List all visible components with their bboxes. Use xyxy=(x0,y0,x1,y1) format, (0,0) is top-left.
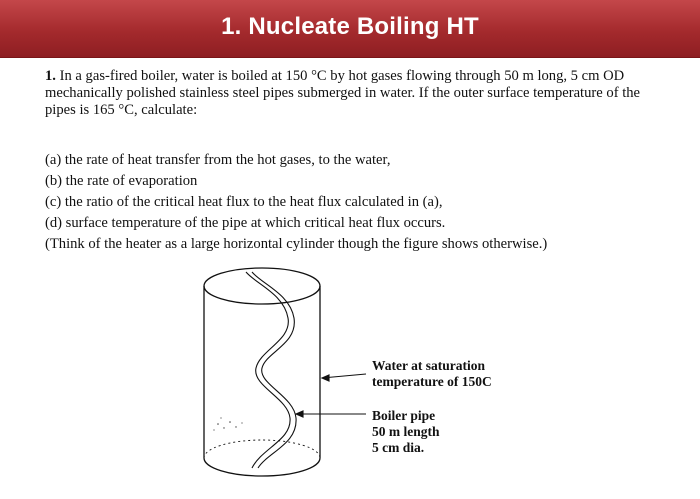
part-b: (b) the rate of evaporation xyxy=(45,173,198,189)
pipe-label-line1: Boiler pipe xyxy=(372,408,436,423)
problem-statement xyxy=(45,68,665,119)
pipe-label-line2: 50 m length xyxy=(372,424,440,439)
part-d: (d) surface temperature of the pipe at which critical heat flux occurs. xyxy=(45,215,446,231)
water-label-line2: temperature of 150C xyxy=(372,374,492,389)
title-banner xyxy=(0,0,700,58)
leader-arrows xyxy=(296,374,366,417)
water-label-line1: Water at saturation xyxy=(372,358,485,373)
water-label xyxy=(372,358,492,390)
part-a: (a) the rate of heat transfer from the hot gases, to the water, xyxy=(45,152,391,168)
problem-parts xyxy=(45,150,665,255)
part-c: (c) the ratio of the critical heat flux to the heat flux calculated in (a), xyxy=(45,194,443,210)
slide-title: 1. Nucleate Boiling HT xyxy=(221,13,479,40)
pipe-label-line3: 5 cm dia. xyxy=(372,440,425,455)
problem-number: 1. xyxy=(45,68,56,84)
problem-text: In a gas-fired boiler, water is boiled at 150 °C by hot gases flowing through 50 m long, 5 cm OD mechanically polished stainless steel pipes submerged in water. If the outer surface temperature of the pipes is 165 °C, calculate: xyxy=(45,68,641,118)
boiler-figure xyxy=(196,258,506,490)
pipe-label xyxy=(372,408,440,456)
water-speckle xyxy=(213,417,242,430)
hint-note: (Think of the heater as a large horizontal cylinder though the figure shows otherwise.) xyxy=(45,236,548,252)
